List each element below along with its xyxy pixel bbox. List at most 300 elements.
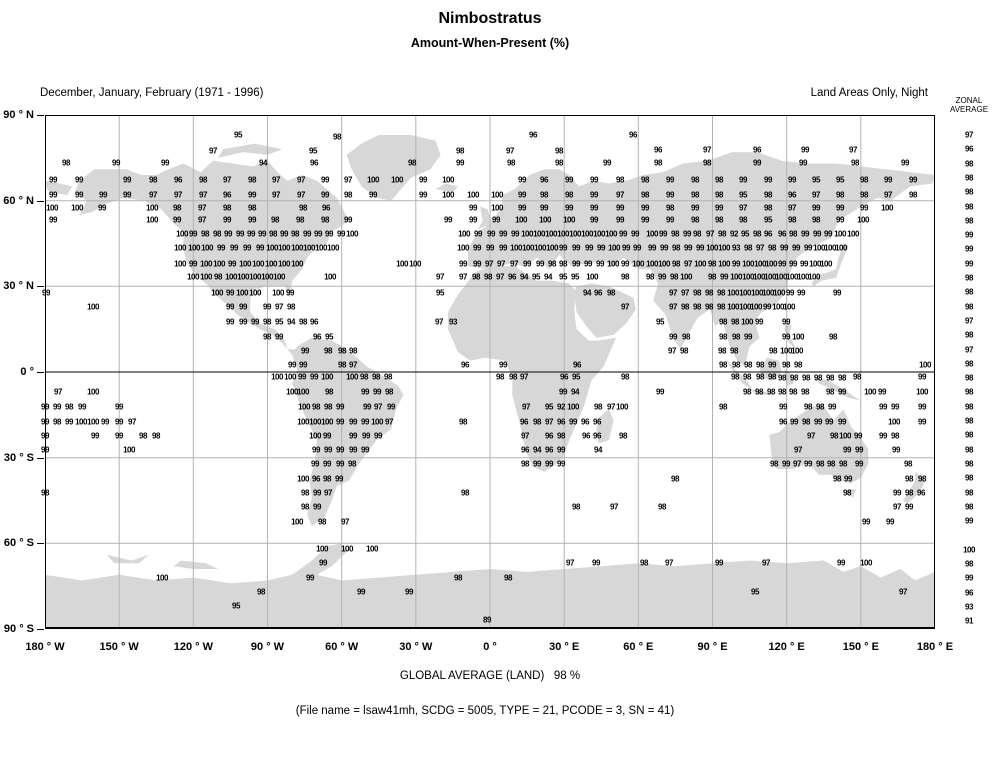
- map-value: 99: [387, 402, 395, 412]
- map-value: 100: [563, 215, 575, 225]
- map-value: 100: [87, 302, 99, 312]
- map-value: 95: [559, 272, 567, 282]
- map-value: 99: [469, 203, 477, 213]
- map-value: 99: [323, 431, 331, 441]
- map-value: 98: [533, 417, 541, 427]
- map-value: 100: [297, 387, 309, 397]
- map-value: 99: [603, 158, 611, 168]
- map-value: 98: [719, 317, 727, 327]
- map-value: 97: [793, 459, 801, 469]
- map-value: 99: [419, 175, 427, 185]
- map-value: 99: [280, 229, 288, 239]
- map-value: 100: [316, 544, 328, 554]
- map-value: 100: [608, 243, 620, 253]
- map-value: 100: [309, 431, 321, 441]
- map-value: 99: [456, 158, 464, 168]
- map-value: 99: [918, 372, 926, 382]
- map-value: 99: [42, 288, 50, 298]
- zonal-average-value: 99: [965, 259, 973, 269]
- map-value: 99: [797, 288, 805, 298]
- map-value: 100: [780, 346, 792, 356]
- map-value: 98: [744, 243, 752, 253]
- map-value: 99: [306, 573, 314, 583]
- map-value: 100: [291, 517, 303, 527]
- map-value: 99: [91, 431, 99, 441]
- map-value: 96: [312, 474, 320, 484]
- map-value: 98: [323, 474, 331, 484]
- map-value: 97: [703, 145, 711, 155]
- map-value: 99: [349, 445, 357, 455]
- map-value: 99: [313, 502, 321, 512]
- map-value: 98: [324, 402, 332, 412]
- map-value: 98: [789, 229, 797, 239]
- map-value: 96: [508, 272, 516, 282]
- map-value: 99: [909, 175, 917, 185]
- map-value: 100: [341, 544, 353, 554]
- map-value: 100: [225, 272, 237, 282]
- map-value: 99: [444, 215, 452, 225]
- zonal-average-value: 98: [965, 459, 973, 469]
- map-value: 98: [548, 259, 556, 269]
- map-value: 99: [323, 459, 331, 469]
- map-value: 99: [361, 445, 369, 455]
- map-value: 98: [484, 272, 492, 282]
- map-value: 99: [363, 402, 371, 412]
- map-value: 100: [87, 417, 99, 427]
- map-value: 96: [545, 431, 553, 441]
- map-value: 99: [641, 215, 649, 225]
- map-value: 98: [263, 317, 271, 327]
- map-value: 99: [511, 229, 519, 239]
- map-value: 98: [269, 229, 277, 239]
- map-value: 98: [905, 474, 913, 484]
- map-value: 99: [41, 431, 49, 441]
- map-value: 99: [656, 387, 664, 397]
- map-value: 99: [301, 346, 309, 356]
- map-value: 97: [545, 417, 553, 427]
- map-value: 100: [284, 372, 296, 382]
- map-value: 99: [572, 243, 580, 253]
- map-value: 99: [559, 243, 567, 253]
- map-value: 100: [273, 272, 285, 282]
- zonal-average-value: 98: [965, 559, 973, 569]
- zonal-average-value: 98: [965, 302, 973, 312]
- zonal-average-header: [943, 96, 995, 114]
- map-value: 99: [374, 431, 382, 441]
- map-value: 96: [779, 417, 787, 427]
- map-value: 100: [581, 229, 593, 239]
- map-value: 98: [768, 372, 776, 382]
- map-value: 99: [764, 175, 772, 185]
- map-value: 98: [641, 175, 649, 185]
- map-value: 94: [287, 317, 295, 327]
- map-value: 97: [616, 190, 624, 200]
- lon-tick-label: 150 ° W: [99, 641, 139, 653]
- zonal-average-value: 97: [965, 316, 973, 326]
- map-value: 99: [224, 229, 232, 239]
- map-value: 98: [287, 302, 295, 312]
- map-value: 94: [544, 272, 552, 282]
- map-value: 100: [809, 259, 821, 269]
- map-value: 97: [385, 417, 393, 427]
- map-value: 97: [899, 587, 907, 597]
- map-value: 98: [263, 332, 271, 342]
- map-value: 99: [715, 203, 723, 213]
- zonal-average-value: 98: [965, 502, 973, 512]
- map-value: 98: [496, 372, 504, 382]
- map-value: 100: [71, 203, 83, 213]
- map-value: 100: [237, 272, 249, 282]
- zonal-average-value: 100: [963, 545, 975, 555]
- lon-tick-label: 90 ° W: [250, 641, 285, 653]
- map-value: 98: [555, 146, 563, 156]
- zonal-average-value: 97: [965, 345, 973, 354]
- map-value: 95: [812, 175, 820, 185]
- map-value: 98: [360, 372, 368, 382]
- map-value: 98: [794, 360, 802, 370]
- map-value: 99: [319, 558, 327, 568]
- map-value: 98: [139, 431, 147, 441]
- map-value: 98: [312, 402, 320, 412]
- map-value: 99: [405, 587, 413, 597]
- map-value: 99: [536, 259, 544, 269]
- map-value: 99: [303, 229, 311, 239]
- map-value: 98: [321, 215, 329, 225]
- map-value: 99: [123, 175, 131, 185]
- map-value: 100: [346, 229, 358, 239]
- map-value: 99: [786, 288, 794, 298]
- map-value: 99: [321, 190, 329, 200]
- map-value: 97: [506, 146, 514, 156]
- map-value: 98: [767, 387, 775, 397]
- map-value: 99: [844, 474, 852, 484]
- map-value: 96: [521, 445, 529, 455]
- lon-tick-label: 120 ° E: [768, 641, 805, 653]
- map-value: 98: [838, 373, 846, 383]
- map-value: 99: [828, 402, 836, 412]
- map-value: 97: [198, 203, 206, 213]
- map-value: 99: [804, 243, 812, 253]
- lat-tick-mark: [37, 201, 44, 202]
- map-value: 98: [680, 346, 688, 356]
- map-value: 98: [507, 158, 515, 168]
- map-value: 98: [338, 346, 346, 356]
- map-value: 99: [545, 459, 553, 469]
- zonal-average-value: 98: [965, 273, 973, 283]
- map-value: 97: [209, 146, 217, 156]
- continent-shape: [107, 555, 149, 564]
- map-value: 97: [807, 431, 815, 441]
- map-value: 98: [905, 488, 913, 498]
- map-value: 99: [855, 459, 863, 469]
- map-value: 98: [557, 431, 565, 441]
- map-value: 99: [905, 502, 913, 512]
- map-value: 98: [705, 288, 713, 298]
- map-value: 97: [706, 229, 714, 239]
- map-value: 99: [569, 417, 577, 427]
- map-value: 99: [739, 175, 747, 185]
- map-value: 96: [529, 130, 537, 140]
- map-value: 100: [442, 175, 454, 185]
- map-value: 97: [566, 558, 574, 568]
- map-value: 98: [408, 158, 416, 168]
- lon-tick-label: 0 °: [483, 641, 497, 653]
- map-value: 98: [621, 372, 629, 382]
- map-value: 98: [755, 387, 763, 397]
- map-value: 99: [325, 229, 333, 239]
- zonal-average-value: 98: [965, 330, 973, 340]
- map-value: 99: [499, 243, 507, 253]
- map-value: 99: [837, 558, 845, 568]
- map-value: 100: [847, 229, 859, 239]
- map-value: 99: [312, 445, 320, 455]
- map-value: 98: [804, 402, 812, 412]
- map-value: 98: [559, 259, 567, 269]
- map-value: 100: [265, 259, 277, 269]
- map-value: 98: [318, 517, 326, 527]
- map-value: 98: [732, 332, 740, 342]
- map-value: 98: [384, 372, 392, 382]
- map-value: 99: [732, 259, 740, 269]
- map-value: 99: [753, 158, 761, 168]
- map-value: 98: [826, 373, 834, 383]
- map-value: 98: [753, 229, 761, 239]
- map-value: 100: [327, 243, 339, 253]
- map-value: 99: [559, 387, 567, 397]
- map-value: 100: [291, 243, 303, 253]
- map-value: 100: [297, 417, 309, 427]
- map-value: 99: [584, 259, 592, 269]
- map-value: 98: [223, 203, 231, 213]
- map-value: 98: [802, 373, 810, 383]
- map-value: 99: [720, 272, 728, 282]
- map-value: 98: [703, 158, 711, 168]
- map-value: 100: [888, 417, 900, 427]
- map-value: 97: [665, 558, 673, 568]
- map-value: 99: [792, 243, 800, 253]
- map-value: 99: [523, 259, 531, 269]
- map-value: 98: [555, 158, 563, 168]
- map-value: 99: [621, 259, 629, 269]
- map-value: 99: [361, 417, 369, 427]
- map-value: 99: [115, 431, 123, 441]
- map-value: 95: [275, 317, 283, 327]
- map-value: 96: [174, 175, 182, 185]
- map-value: 99: [310, 372, 318, 382]
- zonal-average-value: 98: [965, 359, 973, 369]
- map-value: 99: [469, 215, 477, 225]
- map-value: 97: [669, 302, 677, 312]
- map-value: 99: [492, 215, 500, 225]
- map-value: 99: [744, 332, 752, 342]
- map-value: 99: [660, 243, 668, 253]
- map-value: 100: [521, 229, 533, 239]
- map-value: 93: [449, 317, 457, 327]
- map-value: 98: [213, 229, 221, 239]
- map-value: 99: [518, 175, 526, 185]
- map-value: 98: [348, 459, 356, 469]
- map-value: 100: [321, 417, 333, 427]
- map-value: 98: [715, 190, 723, 200]
- map-value: 98: [41, 488, 49, 498]
- map-value: 96: [223, 190, 231, 200]
- map-value: 95: [741, 229, 749, 239]
- map-value: 99: [884, 175, 892, 185]
- map-value: 95: [545, 402, 553, 412]
- map-value: 98: [521, 459, 529, 469]
- map-value: 98: [719, 332, 727, 342]
- map-value: 99: [533, 459, 541, 469]
- map-value: 99: [891, 402, 899, 412]
- map-value: 99: [715, 558, 723, 568]
- map-value: 97: [681, 288, 689, 298]
- map-value: 99: [812, 203, 820, 213]
- map-value: 98: [715, 215, 723, 225]
- zonal-average-value: 99: [965, 516, 973, 526]
- map-value: 98: [271, 215, 279, 225]
- map-value: 100: [278, 259, 290, 269]
- map-value: 99: [804, 459, 812, 469]
- map-value: 98: [472, 272, 480, 282]
- map-value: 99: [189, 259, 197, 269]
- lon-tick-label: 30 ° E: [549, 641, 580, 653]
- map-value: 99: [619, 229, 627, 239]
- map-value: 97: [374, 402, 382, 412]
- map-value: 96: [310, 158, 318, 168]
- map-value: 99: [173, 215, 181, 225]
- map-value: 99: [633, 243, 641, 253]
- map-value: 95: [739, 190, 747, 200]
- map-value: 100: [146, 203, 158, 213]
- map-value: 98: [802, 417, 810, 427]
- lat-tick-mark: [37, 115, 44, 116]
- map-value: 95: [751, 587, 759, 597]
- map-value: 98: [461, 488, 469, 498]
- map-value: 97: [199, 190, 207, 200]
- map-value: 96: [461, 360, 469, 370]
- map-value: 95: [764, 215, 772, 225]
- map-value: 100: [694, 259, 706, 269]
- map-value: 96: [545, 445, 553, 455]
- map-value: 98: [829, 332, 837, 342]
- map-value: 99: [590, 215, 598, 225]
- map-value: 99: [669, 332, 677, 342]
- map-value: 100: [146, 215, 158, 225]
- map-value: 100: [546, 243, 558, 253]
- map-value: 99: [631, 229, 639, 239]
- map-value: 99: [788, 175, 796, 185]
- map-value: 100: [176, 229, 188, 239]
- map-value: 98: [717, 302, 725, 312]
- map-value: 99: [314, 229, 322, 239]
- map-value: 100: [557, 229, 569, 239]
- map-value: 100: [764, 272, 776, 282]
- map-value: 98: [904, 459, 912, 469]
- map-value: 99: [112, 158, 120, 168]
- zonal-header-line2: AVERAGE: [949, 105, 989, 114]
- map-value: 98: [764, 190, 772, 200]
- map-value: 100: [881, 203, 893, 213]
- map-value: 99: [836, 203, 844, 213]
- map-value: 99: [239, 317, 247, 327]
- map-value: 99: [616, 215, 624, 225]
- map-value: 99: [918, 402, 926, 412]
- map-value: 100: [646, 259, 658, 269]
- map-value: 100: [491, 190, 503, 200]
- map-value: 98: [732, 360, 740, 370]
- map-value: 99: [824, 229, 832, 239]
- map-value: 99: [648, 243, 656, 253]
- map-value: 100: [569, 229, 581, 239]
- map-value: 96: [310, 317, 318, 327]
- map-value: 98: [719, 402, 727, 412]
- map-value: 99: [814, 417, 822, 427]
- map-value: 98: [173, 203, 181, 213]
- map-value: 98: [646, 272, 654, 282]
- map-value: 97: [684, 259, 692, 269]
- map-value: 100: [315, 243, 327, 253]
- map-value: 94: [520, 272, 528, 282]
- map-value: 98: [658, 502, 666, 512]
- map-value: 99: [251, 317, 259, 327]
- map-value: 98: [248, 203, 256, 213]
- map-value: 100: [236, 288, 248, 298]
- map-value: 99: [782, 317, 790, 327]
- map-value: 99: [862, 517, 870, 527]
- map-value: 98: [299, 203, 307, 213]
- map-value: 100: [391, 175, 403, 185]
- map-value: 100: [346, 372, 358, 382]
- map-value: 100: [658, 259, 670, 269]
- map-value: 98: [691, 190, 699, 200]
- map-value: 100: [739, 288, 751, 298]
- map-value: 97: [521, 431, 529, 441]
- lat-tick-mark: [37, 372, 44, 373]
- map-value: 97: [297, 175, 305, 185]
- map-value: 100: [742, 272, 754, 282]
- map-value: 100: [249, 272, 261, 282]
- file-info-label: (File name = lsaw41mh, SCDG = 5005, TYPE = 21, PCODE = 3, SN = 41): [295, 705, 675, 717]
- map-value: 97: [607, 402, 615, 412]
- map-value: 100: [367, 175, 379, 185]
- map-value: 98: [509, 372, 517, 382]
- map-value: 97: [128, 417, 136, 427]
- map-value: 100: [775, 272, 787, 282]
- map-value: 97: [436, 272, 444, 282]
- map-value: 99: [258, 229, 266, 239]
- map-value: 100: [297, 474, 309, 484]
- map-value: 100: [792, 332, 804, 342]
- map-value: 99: [115, 417, 123, 427]
- map-value: 96: [540, 175, 548, 185]
- map-value: 100: [754, 259, 766, 269]
- map-value: 98: [836, 190, 844, 200]
- map-value: 99: [860, 203, 868, 213]
- map-value: 100: [271, 372, 283, 382]
- map-value: 92: [557, 402, 565, 412]
- map-value: 99: [518, 203, 526, 213]
- lat-tick-label: 90 ° S: [3, 623, 34, 635]
- map-value: 100: [786, 272, 798, 282]
- map-value: 100: [919, 360, 931, 370]
- map-value: 98: [827, 459, 835, 469]
- map-value: 100: [824, 243, 836, 253]
- map-value: 98: [756, 360, 764, 370]
- map-value: 100: [739, 302, 751, 312]
- map-value: 99: [49, 175, 57, 185]
- map-value: 97: [794, 445, 802, 455]
- map-value: 99: [49, 215, 57, 225]
